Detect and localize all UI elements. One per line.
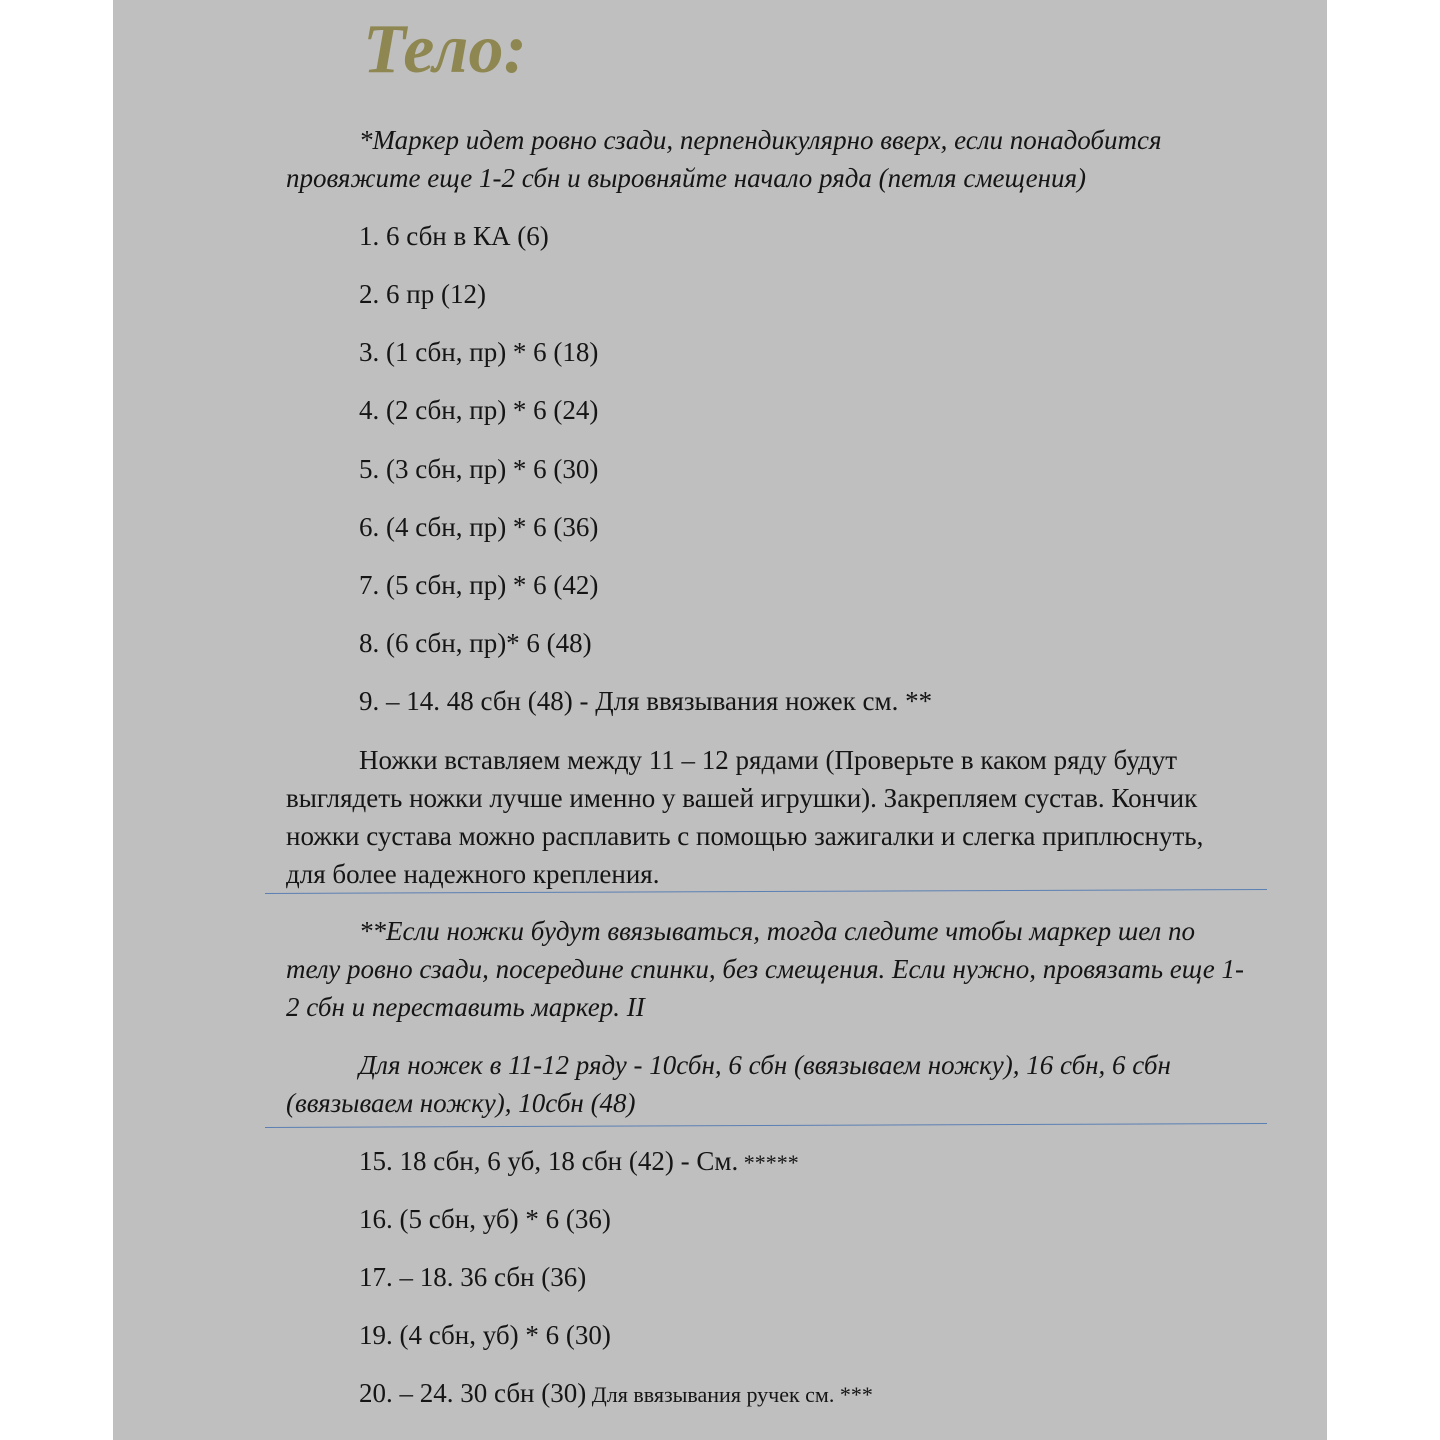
note-legs-row: Для ножек в 11-12 ряду - 10сбн, 6 сбн (ввязываем ножку), 16 сбн, 6 сбн (ввязываем ножку), 10сбн (48) xyxy=(286,1050,1171,1118)
document-page xyxy=(113,0,1327,1440)
row-item: 19. (4 сбн, уб) * 6 (30) xyxy=(359,1320,611,1350)
row-20-reference: Для ввязывания ручек см. *** xyxy=(586,1382,873,1407)
row-20-text: 20. – 24. 30 сбн (30) xyxy=(359,1378,587,1408)
row-item: 8. (6 сбн, пр)* 6 (48) xyxy=(359,628,592,658)
row-item: 1. 6 сбн в КА (6) xyxy=(359,221,549,251)
row-item: 9. – 14. 48 сбн (48) - Для ввязывания ножек см. ** xyxy=(359,686,933,716)
legs-paragraph: Ножки вставляем между 11 – 12 рядами (Проверьте в каком ряду будут выглядеть ножки лучше именно у вашей игрушки). Закрепляем сустав. Кончик ножки сустава можно расплавить с помощью зажигалки и слегка приплюснуть, для более надежного крепления. xyxy=(286,745,1204,889)
row-item: 2. 6 пр (12) xyxy=(359,279,486,309)
row-item: 4. (2 сбн, пр) * 6 (24) xyxy=(359,395,599,425)
row-item: 5. (3 сбн, пр) * 6 (30) xyxy=(359,454,599,484)
row-item: 7. (5 сбн, пр) * 6 (42) xyxy=(359,570,599,600)
row-item: 6. (4 сбн, пр) * 6 (36) xyxy=(359,512,599,542)
note-marker: *Маркер идет ровно сзади, перпендикулярно вверх, если понадобится провяжите еще 1-2 сбн и выровняйте начало ряда (петля смещения) xyxy=(286,125,1162,193)
row-item-15 xyxy=(359,1142,799,1182)
row-item-20 xyxy=(359,1374,873,1414)
row-15-text: 15. 18 сбн, 6 уб, 18 сбн (42) - См. xyxy=(359,1146,739,1176)
note-legs-marker: **Если ножки будут ввязываться, тогда следите чтобы маркер шел по телу ровно сзади, посередине спинки, без смещения. Если нужно, провязать еще 1-2 сбн и переставить маркер. II xyxy=(286,916,1244,1022)
row-item: 16. (5 сбн, уб) * 6 (36) xyxy=(359,1204,611,1234)
row-item: 17. – 18. 36 сбн (36) xyxy=(359,1262,587,1292)
row-item: 3. (1 сбн, пр) * 6 (18) xyxy=(359,337,599,367)
page-title: Тело: xyxy=(363,11,527,88)
divider-bottom xyxy=(265,1123,1267,1128)
row-15-reference: ***** xyxy=(738,1150,799,1175)
